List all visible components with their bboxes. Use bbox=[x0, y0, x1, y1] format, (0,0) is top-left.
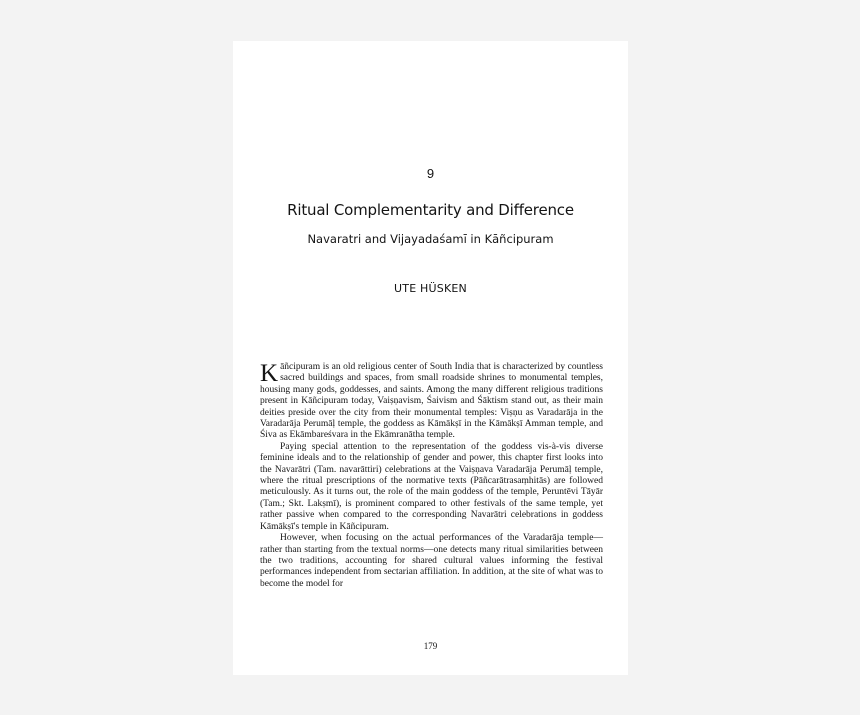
paragraph-1-text: āñcipuram is an old religious center of South India that is characterized by countless sacred buildings and spaces, from small roadside shrines to monumental temples, housing many gods, goddesses, and saints. Among the many different religious traditions present in Kāñcipuram today, Vaiṣṇavism, Śaivism and Śāktism stand out, as their main deities preside over the city from their monumental temples: Viṣṇu as Varadarāja in the Varadarāja Perumāḷ temple, the goddess as Kāmākṣī in the Kāmākṣī Amman temple, and Śiva as Ekāmbareśvara in the Ekāmranātha temple. bbox=[260, 362, 603, 441]
paragraph-1 bbox=[260, 362, 603, 442]
drop-cap: K bbox=[260, 360, 279, 387]
body-text bbox=[260, 362, 603, 590]
paragraph-3: However, when focusing on the actual performances of the Varadarāja temple—rather than starting from the textual norms—one detects many ritual similarities between the two traditions, accounting for shared cultural values informing the festival performances independent from sectarian affiliation. In addition, at the site of what was to become the model for bbox=[260, 533, 603, 589]
paragraph-2: Paying special attention to the representation of the goddess vis-à-vis diverse feminine ideals and to the relationship of gender and power, this chapter first looks into the Navarātri (Tam. navarāttiri) celebrations at the Vaiṣṇava Varadarāja Perumāḷ temple, where the ritual prescriptions of the normative texts (Pāñcarātrasaṃhitās) are followed meticulously. As it turns out, the role of the main goddess of the temple, Peruntēvi Tāyār (Tam.; Skt. Lakṣmī), is prominent compared to other festivals of the same temple, yet rather passive when compared to the corresponding Navarātri celebrations in goddess Kāmākṣī's temple in Kāñcipuram. bbox=[260, 441, 603, 532]
author-name: UTE HÜSKEN bbox=[394, 282, 467, 295]
chapter-subtitle: Navaratri and Vijayadaśamī in Kāñcipuram bbox=[307, 232, 554, 246]
chapter-number: 9 bbox=[426, 166, 435, 181]
page-number: 179 bbox=[423, 641, 438, 651]
document-page bbox=[233, 41, 628, 675]
chapter-title: Ritual Complementarity and Difference bbox=[287, 201, 574, 219]
